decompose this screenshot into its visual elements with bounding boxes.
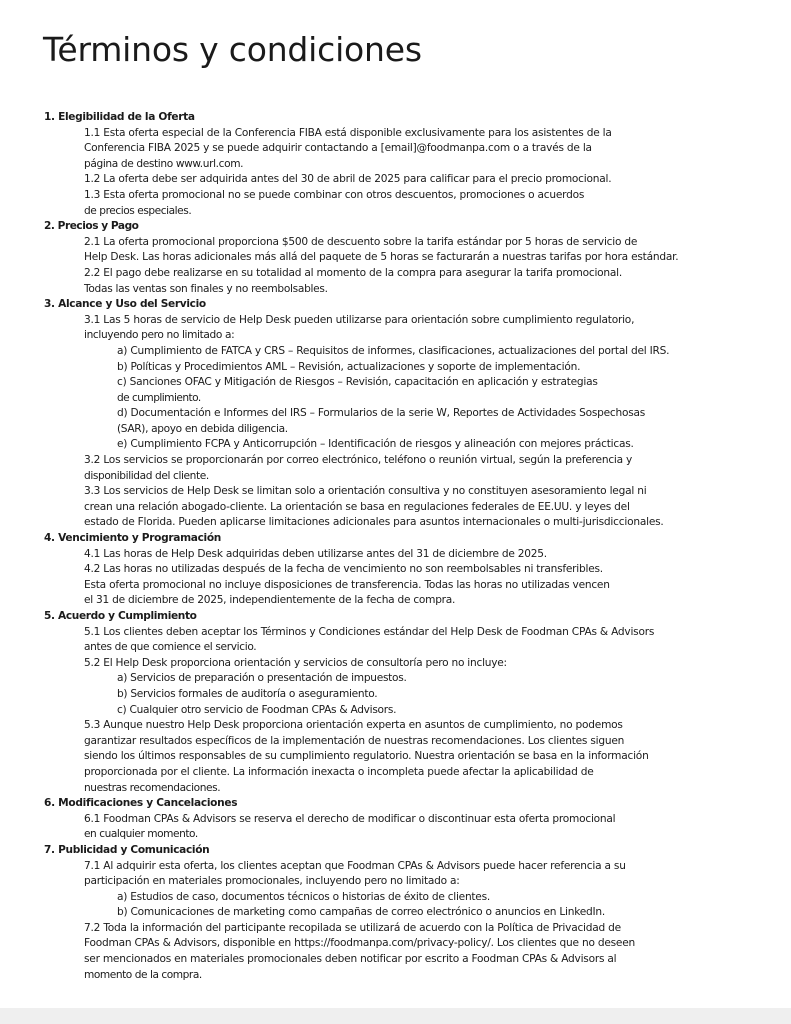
clause-subitem: a) Estudios de caso, documentos técnicos o historias de éxito de clientes. [117, 890, 490, 903]
clause-text: 7.1 Al adquirir esta oferta, los clientes aceptan que Foodman CPAs & Advisors puede hacer referencia a su [84, 859, 626, 872]
clause-text: 3.3 Los servicios de Help Desk se limitan solo a orientación consultiva y no constituyen asesoramiento legal ni [84, 485, 647, 498]
clause-text: 3.1 Las 5 horas de servicio de Help Desk pueden utilizarse para orientación sobre cumplimiento regulatorio, [84, 313, 635, 326]
clause-text: Esta oferta promocional no incluye disposiciones de transferencia. Todas las horas no utilizadas vencen [84, 578, 610, 591]
section-heading: 3. Alcance y Uso del Servicio [44, 298, 206, 311]
clause-text: antes de que comience el servicio. [84, 641, 257, 654]
clause-text: siendo los últimos responsables de su cumplimiento regulatorio. Nuestra orientación se basa en la información [84, 750, 649, 763]
section-heading: 2. Precios y Pago [44, 220, 139, 233]
section-heading: 1. Elegibilidad de la Oferta [44, 111, 195, 123]
clause-text: disponibilidad del cliente. [84, 469, 209, 482]
clause-subitem: e) Cumplimiento FCPA y Anticorrupción – Identificación de riesgos y alineación con mejores prácticas. [117, 438, 634, 451]
terms-section [0, 796, 791, 843]
clause-text: 4.1 Las horas de Help Desk adquiridas deben utilizarse antes del 31 de diciembre de 2025. [84, 547, 547, 560]
clause-text: estado de Florida. Pueden aplicarse limitaciones adicionales para asuntos internacionales o multi-jurisdiccionales. [84, 516, 664, 529]
clause-text: 1.3 Esta oferta promocional no se puede combinar con otros descuentos, promociones o acuerdos [84, 188, 585, 201]
clause-text: 5.1 Los clientes deben aceptar los Términos y Condiciones estándar del Help Desk de Foodman CPAs & Advisors [84, 625, 655, 638]
clause-text: 6.1 Foodman CPAs & Advisors se reserva el derecho de modificar o discontinuar esta oferta promocional [84, 812, 616, 825]
clause-subitem: a) Cumplimiento de FATCA y CRS – Requisitos de informes, clasificaciones, actualizaciones del portal del IRS. [117, 344, 670, 357]
clause-text: Foodman CPAs & Advisors, disponible en https://foodmanpa.com/privacy-policy/. Los clientes que no deseen [84, 937, 635, 950]
clause-subitem: b) Comunicaciones de marketing como campañas de correo electrónico o anuncios en LinkedIn. [117, 906, 606, 919]
terms-section [0, 843, 791, 983]
clause-subitem: b) Servicios formales de auditoría o aseguramiento. [117, 687, 378, 700]
terms-section [0, 110, 791, 219]
clause-subitem: de cumplimiento. [117, 391, 201, 404]
clause-text: 5.3 Aunque nuestro Help Desk proporciona orientación experta en asuntos de cumplimiento, no podemos [84, 719, 623, 732]
terms-section [0, 531, 791, 609]
terms-section [0, 219, 791, 297]
bottom-bar [0, 1008, 791, 1024]
clause-text: Conferencia FIBA 2025 y se puede adquirir contactando a [email]@foodmanpa.com o a través de la [84, 142, 592, 155]
clause-text: Help Desk. Las horas adicionales más allá del paquete de 5 horas se facturarán a nuestras tarifas por hora estándar. [84, 251, 679, 264]
section-heading: 7. Publicidad y Comunicación [44, 843, 210, 856]
clause-text: 4.2 Las horas no utilizadas después de la fecha de vencimiento no son reembolsables ni transferibles. [84, 563, 603, 576]
section-heading: 5. Acuerdo y Cumplimiento [44, 610, 197, 622]
section-heading: 4. Vencimiento y Programación [44, 532, 222, 545]
clause-subitem: c) Sanciones OFAC y Mitigación de Riesgos – Revisión, capacitación en aplicación y estrategias [117, 376, 598, 389]
clause-subitem: c) Cualquier otro servicio de Foodman CPAs & Advisors. [117, 703, 397, 716]
clause-text: 3.2 Los servicios se proporcionarán por correo electrónico, teléfono o reunión virtual, según la preferencia y [84, 454, 633, 467]
clause-text: el 31 de diciembre de 2025, independientemente de la fecha de compra. [84, 594, 456, 607]
terms-content [0, 110, 791, 983]
clause-text: en cualquier momento. [84, 828, 198, 841]
clause-text: ser mencionados en materiales promocionales deben notificar por escrito a Foodman CPAs & Advisors al [84, 953, 617, 966]
clause-text: Todas las ventas son finales y no reembolsables. [84, 282, 328, 295]
clause-text: 2.2 El pago debe realizarse en su totalidad al momento de la compra para asegurar la tarifa promocional. [84, 266, 623, 279]
clause-text: crean una relación abogado-cliente. La orientación se basa en regulaciones federales de EE.UU. y leyes del [84, 500, 630, 513]
clause-text: 1.1 Esta oferta especial de la Conferencia FIBA está disponible exclusivamente para los asistentes de la [84, 126, 612, 139]
clause-text: página de destino www.url.com. [84, 157, 244, 170]
clause-subitem: (SAR), apoyo en debida diligencia. [117, 422, 288, 435]
clause-text: de precios especiales. [84, 204, 192, 217]
page-title: Términos y condiciones [43, 30, 422, 69]
clause-text: nuestras recomendaciones. [84, 781, 221, 794]
clause-text: 7.2 Toda la información del participante recopilada se utilizará de acuerdo con la Política de Privacidad de [84, 921, 621, 934]
clause-subitem: b) Políticas y Procedimientos AML – Revisión, actualizaciones y soporte de implementación. [117, 360, 581, 373]
clause-text: momento de la compra. [84, 968, 202, 981]
section-heading: 6. Modificaciones y Cancelaciones [44, 797, 238, 810]
clause-text: 5.2 El Help Desk proporciona orientación y servicios de consultoría pero no incluye: [84, 656, 507, 669]
terms-section [0, 297, 791, 531]
clause-subitem: a) Servicios de preparación o presentación de impuestos. [117, 672, 407, 685]
clause-text: 2.1 La oferta promocional proporciona $500 de descuento sobre la tarifa estándar por 5 horas de servicio de [84, 235, 638, 248]
clause-text: proporcionada por el cliente. La información inexacta o incompleta puede afectar la aplicabilidad de [84, 765, 594, 778]
clause-text: participación en materiales promocionales, incluyendo pero no limitado a: [84, 875, 460, 888]
clause-subitem: d) Documentación e Informes del IRS – Formularios de la serie W, Reportes de Actividades Sospechosas [117, 407, 646, 420]
terms-section [0, 609, 791, 796]
clause-text: 1.2 La oferta debe ser adquirida antes del 30 de abril de 2025 para calificar para el precio promocional. [84, 173, 612, 186]
clause-text: garantizar resultados específicos de la implementación de nuestras recomendaciones. Los clientes siguen [84, 734, 625, 747]
clause-text: incluyendo pero no limitado a: [84, 329, 235, 342]
